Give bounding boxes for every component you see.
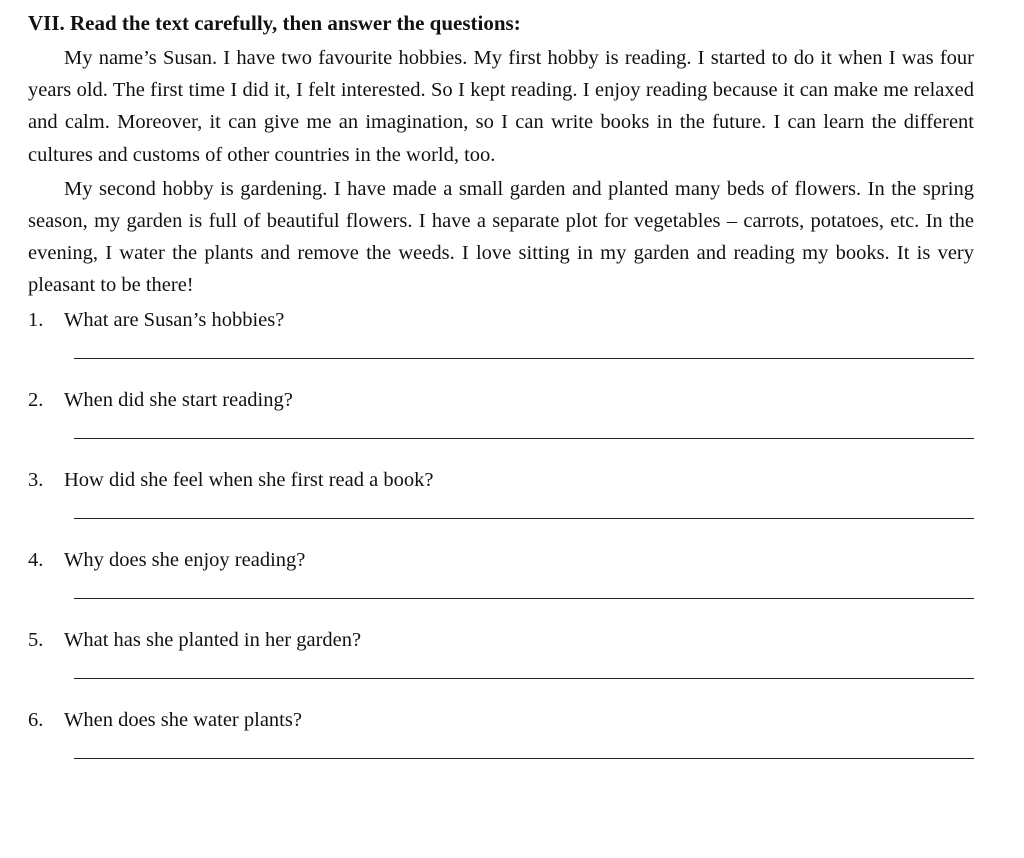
question-number: 6. bbox=[28, 708, 44, 731]
question-item bbox=[28, 464, 974, 544]
answer-line[interactable] bbox=[74, 598, 974, 599]
question-number: 4. bbox=[28, 548, 44, 571]
question-number: 2. bbox=[28, 388, 44, 411]
question-item bbox=[28, 704, 974, 784]
question-item bbox=[28, 544, 974, 624]
question-number: 1. bbox=[28, 308, 44, 331]
question-text: When does she water plants? bbox=[64, 708, 302, 731]
question-text: How did she feel when she first read a book? bbox=[64, 468, 434, 491]
question-list bbox=[28, 304, 974, 784]
question-item bbox=[28, 384, 974, 464]
answer-line[interactable] bbox=[74, 518, 974, 519]
question-item bbox=[28, 624, 974, 704]
answer-line[interactable] bbox=[74, 438, 974, 439]
reading-paragraph-1: My name’s Susan. I have two favourite hobbies. My first hobby is reading. I started to do it when I was four years old. The first time I did it, I felt interested. So I kept reading. I enjoy reading because it can make me relaxed and calm. Moreover, it can give me an imagination, so I can write books in the future. I can learn the different cultures and customs of other countries in the world, too. bbox=[28, 47, 974, 166]
answer-line[interactable] bbox=[74, 678, 974, 679]
reading-paragraph-2: My second hobby is gardening. I have made a small garden and planted many beds of flowers. In the spring season, my garden is full of beautiful flowers. I have a separate plot for vegetables – carrots, potatoes, etc. In the evening, I water the plants and remove the weeds. I love sitting in my garden and reading my books. It is very pleasant to be there! bbox=[28, 177, 974, 297]
question-item bbox=[28, 304, 974, 384]
question-number: 3. bbox=[28, 468, 44, 491]
question-text: When did she start reading? bbox=[64, 388, 293, 411]
question-text: Why does she enjoy reading? bbox=[64, 548, 306, 571]
question-text: What has she planted in her garden? bbox=[64, 628, 362, 651]
question-text: What are Susan’s hobbies? bbox=[64, 308, 285, 331]
answer-line[interactable] bbox=[74, 758, 974, 759]
answer-line[interactable] bbox=[74, 358, 974, 359]
exercise-heading: VII. Read the text carefully, then answer the questions: bbox=[28, 11, 521, 35]
question-number: 5. bbox=[28, 628, 44, 651]
